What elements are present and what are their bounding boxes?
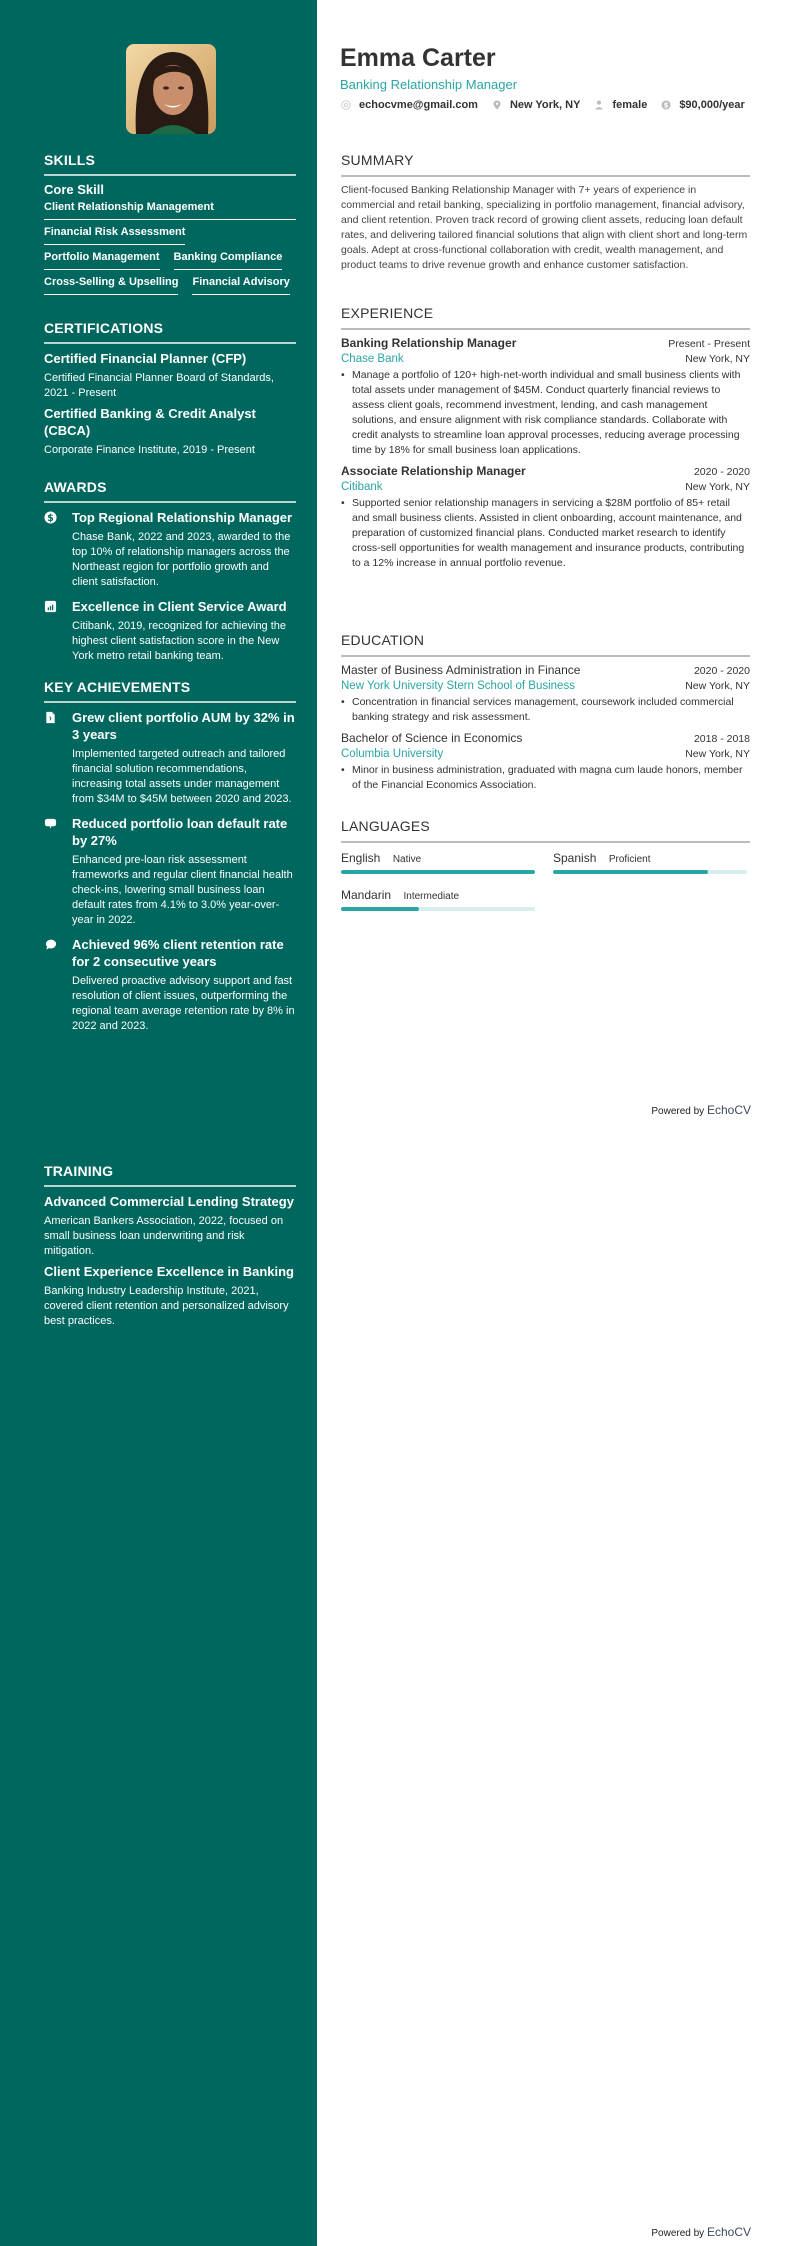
location-text: New York, NY (509, 99, 581, 111)
certification-title: Certified Banking & Credit Analyst (CBCA) (44, 406, 256, 438)
speech-bubble-icon (44, 936, 72, 1038)
certification-detail: Corporate Finance Institute, 2019 - Present (44, 444, 255, 456)
sidebar (0, 0, 317, 2246)
summary-heading: SUMMARY (341, 152, 750, 177)
summary-text: Client-focused Banking Relationship Manager with 7+ years of experience in commercial and retail banking, specializing in portfolio management, financial advisory, and client retention. Proven track record of growing client assets, reducing loan default rates, and delivering tailored financial solutions that align with client short and long-term goals. Adept at cross-functional collaboration with credit, wealth management, and product teams to drive revenue growth and enhance customer satisfaction. (341, 184, 748, 271)
profile-photo (126, 44, 216, 134)
contact-bar (341, 99, 759, 111)
language-bar (553, 870, 747, 874)
powered-by-label: Powered by (651, 1106, 705, 1117)
language-level: Intermediate (403, 891, 460, 902)
languages-section (341, 818, 750, 911)
edu-dates: 2020 - 2020 (693, 665, 750, 677)
company-name: Chase Bank (341, 353, 404, 365)
award-detail: Citibank, 2019, recognized for achieving the highest client satisfaction score in the New York metro retail banking team. (72, 620, 287, 662)
skill-tag: Client Relationship Management (44, 201, 296, 220)
school-name: Columbia University (341, 748, 444, 760)
job-location: New York, NY (685, 353, 750, 365)
certifications-heading: CERTIFICATIONS (44, 320, 296, 344)
award-title: Excellence in Client Service Award (72, 599, 287, 614)
experience-item (341, 464, 750, 571)
dollar-circle-icon (44, 509, 72, 594)
skill-tag: Financial Advisory (192, 276, 289, 295)
edu-bullet: • Concentration in financial services management, coursework included commercial banking strategy and risk assessment. (341, 695, 750, 725)
bullet-text: Supported senior relationship managers in servicing a $28M portfolio of 85+ retail and small business clients. Assisted in client onboarding, account maintenance, and preparation of customized financial plans. Conducted market research to identify cross-sell opportunities for wealth management and insurance products, contributing to a 12% increase in annual portfolio revenue. (352, 497, 745, 569)
chat-bubble-icon (44, 815, 72, 932)
skill-tag: Cross-Selling & Upselling (44, 276, 178, 295)
language-name: Spanish (553, 851, 597, 865)
achievement-detail: Enhanced pre-loan risk assessment frameworks and regular client financial health check-ins, lowering small business loan default rates from 4.1% to 3.0% year-over-year in 2022. (72, 854, 293, 926)
achievement-item (44, 815, 296, 932)
certifications-section (44, 320, 296, 460)
skills-row (44, 251, 296, 276)
training-section (44, 1163, 296, 1331)
language-level: Proficient (608, 854, 651, 865)
job-role: Associate Relationship Manager (341, 464, 526, 478)
training-heading: TRAINING (44, 1163, 296, 1187)
job-bullet: • Supported senior relationship managers in servicing a $28M portfolio of 85+ retail and small business clients. Assisted in client onboarding, account maintenance, and preparation of customized financial plans. Conducted market research to identify cross-sell opportunities for wealth management and insurance products, contributing to a 12% increase in annual portfolio revenue. (341, 496, 750, 571)
language-item (553, 849, 747, 874)
document-icon (44, 709, 72, 811)
powered-by-footer (651, 1103, 751, 1117)
training-title: Advanced Commercial Lending Strategy (44, 1194, 294, 1209)
at-icon (341, 100, 351, 110)
award-item (44, 509, 296, 594)
bullet-text: Concentration in financial services management, coursework included commercial banking strategy and risk assessment. (352, 696, 734, 723)
language-name: Mandarin (341, 888, 392, 902)
language-bar (341, 870, 535, 874)
summary-section (341, 152, 750, 273)
skill-tag: Portfolio Management (44, 251, 160, 270)
skills-list (44, 201, 296, 226)
skill-tag: Financial Risk Assessment (44, 226, 185, 245)
training-item (44, 1263, 296, 1329)
contact-location (492, 99, 581, 111)
awards-heading: AWARDS (44, 479, 296, 503)
svg-text:$: $ (663, 101, 669, 110)
edu-location: New York, NY (685, 680, 750, 692)
company-name: Citibank (341, 481, 383, 493)
experience-item (341, 336, 750, 458)
award-detail: Chase Bank, 2022 and 2023, awarded to the top 10% of relationship managers across the Northeast region for portfolio growth and client satisfaction. (72, 531, 291, 588)
degree: Bachelor of Science in Economics (341, 731, 523, 745)
person-icon (594, 100, 604, 110)
edu-bullet: • Minor in business administration, graduated with magna cum laude honors, member of the Financial Economics Association. (341, 763, 750, 793)
edu-dates: 2018 - 2018 (693, 733, 750, 745)
award-item (44, 598, 296, 668)
certification-item (44, 405, 296, 458)
education-section (341, 632, 750, 793)
training-detail: Banking Industry Leadership Institute, 2021, covered client retention and personalized advisory best practices. (44, 1285, 289, 1327)
job-role: Banking Relationship Manager (341, 336, 517, 350)
brand-link[interactable]: EchoCV (706, 1103, 751, 1117)
job-dates: 2020 - 2020 (693, 466, 750, 478)
achievement-detail: Delivered proactive advisory support and fast resolution of client issues, outperforming the regional team average retention rate by 8% in 2022 and 2023. (72, 975, 295, 1032)
awards-section (44, 479, 296, 668)
gender-text: female (612, 99, 648, 111)
achievements-section (44, 679, 296, 1038)
skills-row (44, 276, 296, 301)
brand-link[interactable]: EchoCV (706, 2225, 751, 2239)
language-level: Native (392, 854, 422, 865)
money-icon (661, 100, 671, 110)
achievement-item (44, 936, 296, 1038)
contact-email (341, 99, 478, 111)
contact-salary (661, 99, 744, 111)
language-name: English (341, 851, 381, 865)
languages-list (341, 849, 750, 911)
bar-chart-icon (44, 598, 72, 668)
certification-item (44, 350, 296, 401)
edu-location: New York, NY (685, 748, 750, 760)
email-text: echocvme@gmail.com (359, 99, 478, 111)
experience-section (341, 305, 750, 571)
job-dates: Present - Present (668, 338, 750, 350)
language-item (341, 849, 535, 874)
training-detail: American Bankers Association, 2022, focused on small business loan underwriting and risk mitigation. (44, 1215, 284, 1257)
language-bar-fill (341, 870, 535, 874)
achievement-detail: Implemented targeted outreach and tailored financial solution recommendations, increasing total assets under management from $34M to $45M between 2020 and 2023. (72, 748, 292, 805)
powered-by-label: Powered by (651, 2228, 705, 2239)
location-pin-icon (492, 100, 502, 110)
skill-tag: Banking Compliance (174, 251, 283, 270)
job-bullet: • Manage a portfolio of 120+ high-net-worth individual and small business clients with total assets under management of $45M. Conduct quarterly financial reviews to assess client goals, recommend investment, lending, and cash management solutions, and ensure alignment with risk compliance standards. Collaborate with credit analysts to streamline loan approval processes, reducing average processing time by 18% for small business loan applications. (341, 368, 750, 458)
language-bar-fill (341, 907, 419, 911)
education-heading: EDUCATION (341, 632, 750, 657)
job-location: New York, NY (685, 481, 750, 493)
salary-text: $90,000/year (679, 99, 745, 111)
education-item (341, 663, 750, 725)
education-item (341, 731, 750, 793)
skills-row (44, 226, 296, 251)
language-bar-fill (553, 870, 708, 874)
svg-text:$: $ (47, 512, 54, 524)
skills-heading: SKILLS (44, 152, 296, 176)
language-bar (341, 907, 535, 911)
achievement-title: Reduced portfolio loan default rate by 27% (72, 816, 288, 848)
powered-by-footer (651, 2225, 751, 2239)
award-title: Top Regional Relationship Manager (72, 510, 293, 525)
achievements-heading: KEY ACHIEVEMENTS (44, 679, 296, 703)
candidate-name: Emma Carter (340, 44, 496, 72)
avatar-image (126, 44, 216, 134)
language-item (341, 886, 535, 911)
achievement-title: Grew client portfolio AUM by 32% in 3 years (72, 710, 295, 742)
contact-gender (594, 99, 647, 111)
certification-title: Certified Financial Planner (CFP) (44, 351, 247, 366)
languages-heading: LANGUAGES (341, 818, 750, 843)
degree: Master of Business Administration in Finance (341, 663, 581, 677)
training-title: Client Experience Excellence in Banking (44, 1264, 294, 1279)
training-item (44, 1193, 296, 1259)
bullet-text: Manage a portfolio of 120+ high-net-worth individual and small business clients with total assets under management of $45M. Conduct quarterly financial reviews to assess client goals, recommend investment, lending, and cash management solutions, and ensure alignment with risk compliance standards. Collaborate with credit analysts to streamline loan approval processes, reducing average processing time by 18% for small business loan applications. (352, 369, 741, 456)
experience-heading: EXPERIENCE (341, 305, 750, 330)
school-name: New York University Stern School of Business (341, 680, 575, 692)
bullet-text: Minor in business administration, graduated with magna cum laude honors, member of the Financial Economics Association. (352, 764, 743, 791)
candidate-title: Banking Relationship Manager (340, 77, 518, 92)
certification-detail: Certified Financial Planner Board of Standards, 2021 - Present (44, 372, 274, 399)
core-skill-label: Core Skill (44, 182, 104, 197)
achievement-title: Achieved 96% client retention rate for 2 consecutive years (72, 937, 284, 969)
skills-section (44, 152, 296, 301)
achievement-item (44, 709, 296, 811)
